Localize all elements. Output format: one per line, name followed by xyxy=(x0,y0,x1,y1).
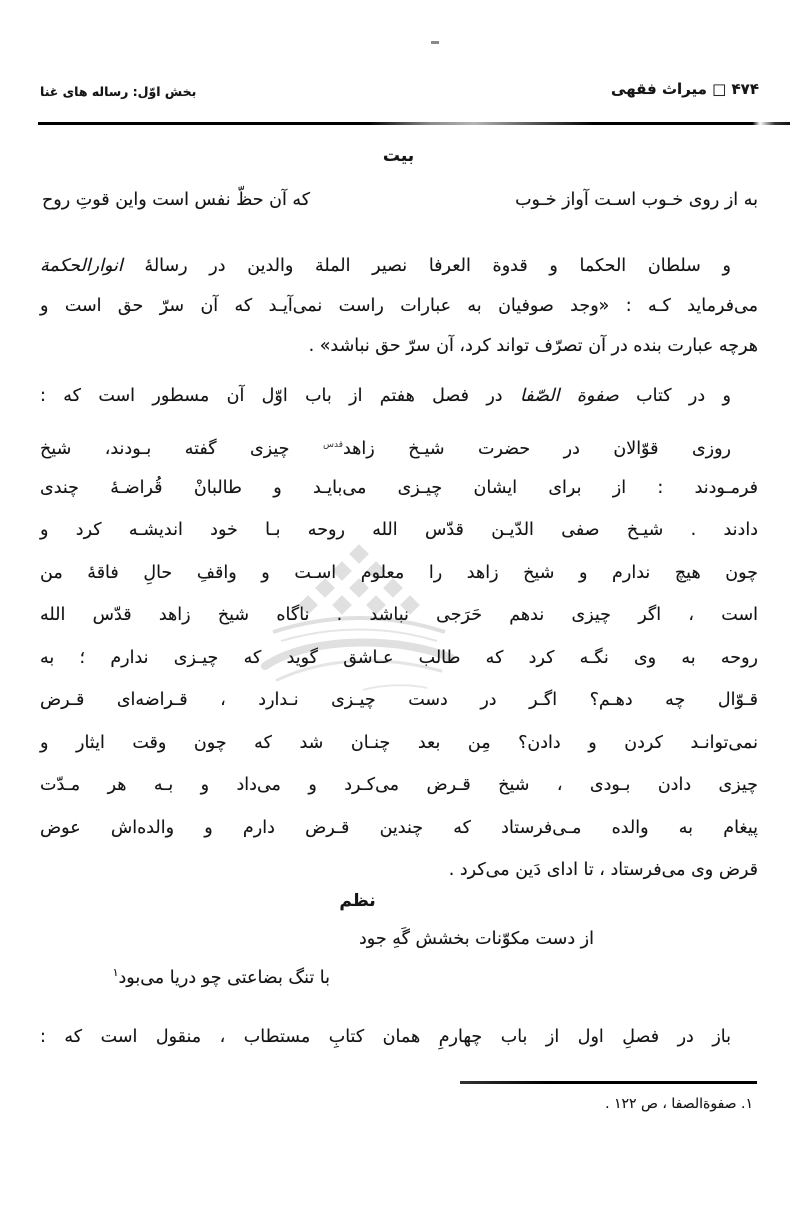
honorific-mark: قدس xyxy=(322,440,343,450)
paragraph-hakama xyxy=(40,246,758,366)
paragraph-safwa-intro xyxy=(40,376,758,416)
heading-nazm: نظم xyxy=(339,891,376,911)
book-title-emphasis: انوارالحکمة xyxy=(40,256,123,276)
footnote-rule xyxy=(460,1081,757,1084)
running-header-page-number: ۴۷۴ □ میراث فقهی xyxy=(611,80,759,98)
running-header-section-title: بخش اوّل: رساله های غنا xyxy=(40,84,197,99)
paragraph-closing xyxy=(40,1016,758,1058)
text-span: و در کتاب xyxy=(618,386,731,406)
text-span: در فصل هفتم از باب اوّل آن مسطور است که : xyxy=(40,386,520,406)
text-line: می‌فرماید کـه : «وجد صوفیان به عبارات راست نمی‌آیـد که آن سرّ حق است و xyxy=(40,296,758,316)
verse-couplet xyxy=(42,190,758,210)
text-line: چیزی دادن بـودی ، شیخ قـرض می‌کـرد و می‌داد و بـه هر مـدّت xyxy=(40,775,758,795)
text-span: و سلطان الحکما و قدوة العرفا نصیر الملة والدین در رسالهٔ xyxy=(122,256,731,276)
paragraph-story xyxy=(40,424,758,892)
hemistich-second: که آن حظّ نفس است واین قوتِ روح xyxy=(42,190,311,210)
text-line: چون هیچ ندارم و شیخ زاهد را معلوم اسـت و واقفِ حالِ فاقهٔ من xyxy=(40,562,758,583)
text-line: فرمـودند : از برای ایشان چیـزی می‌بایـد و طالبانْ قُراضـهٔ چندی xyxy=(40,477,758,498)
heading-beyt: بیت xyxy=(382,146,415,166)
text-line xyxy=(40,246,758,286)
text-line: قـوّال چه دهـم؟ اگـر در دست چیـزی نـدارد ، قـراضه‌ای قـرض xyxy=(40,690,758,710)
poem-line-1: از دست مکوّنات بخشش گَهِ جود xyxy=(359,929,594,949)
text-line: باز در فصلِ اول از باب چهارمِ همان کتابِ مستطاب ، منقول است که : xyxy=(40,1027,731,1047)
text-line: هرچه عبارت بنده در آن تصرّف تواند کرد، آن سرّ حق نباشد» . xyxy=(308,336,758,356)
text-span: روزی قوّالان در حضرت شیـخ زاهد xyxy=(343,439,731,459)
text-line: نمی‌توانـد کردن و دادن؟ مِن بعد چنـان شد که چون وقت ایثار و xyxy=(40,732,758,753)
text-line: روحه به وی نگـه کرد که طالب عـاشق گوید که چیـزی ندارم ؛ به xyxy=(40,647,758,668)
text-line xyxy=(40,424,758,467)
text-line: پیغام به والده مـی‌فرستاد که چندین قـرض دارم و والده‌اش عوض xyxy=(40,817,758,838)
text-line: قرض وی می‌فرستاد ، تا ادای دَین می‌کرد . xyxy=(448,860,758,880)
text-span: چیزی گفته بـودند، شیخ xyxy=(40,439,323,459)
footnote-reference: ۱ xyxy=(112,966,119,980)
hemistich-first: به از روی خـوب اسـت آواز خـوب xyxy=(515,190,758,210)
text-span: با تنگ بضاعتی چو دریا می‌بود xyxy=(118,968,330,988)
header-rule xyxy=(38,122,790,125)
footnote: ۱. صفوةالصفا ، ص ۱۲۲ . xyxy=(605,1096,753,1112)
text-line: است ، اگر چیزی ندهم حَرَجی نباشد . ناگاه شیخ زاهد قدّس الله xyxy=(40,605,758,625)
book-title-emphasis: صفوة الصّفا xyxy=(519,386,619,406)
poem-line-2 xyxy=(113,968,330,988)
scan-artifact-dash xyxy=(431,41,439,44)
text-line: دادند . شیـخ صفی الدّیـن قدّس الله روحه بـا خود اندیشـه کرد و xyxy=(40,520,758,540)
text-line xyxy=(40,376,758,416)
